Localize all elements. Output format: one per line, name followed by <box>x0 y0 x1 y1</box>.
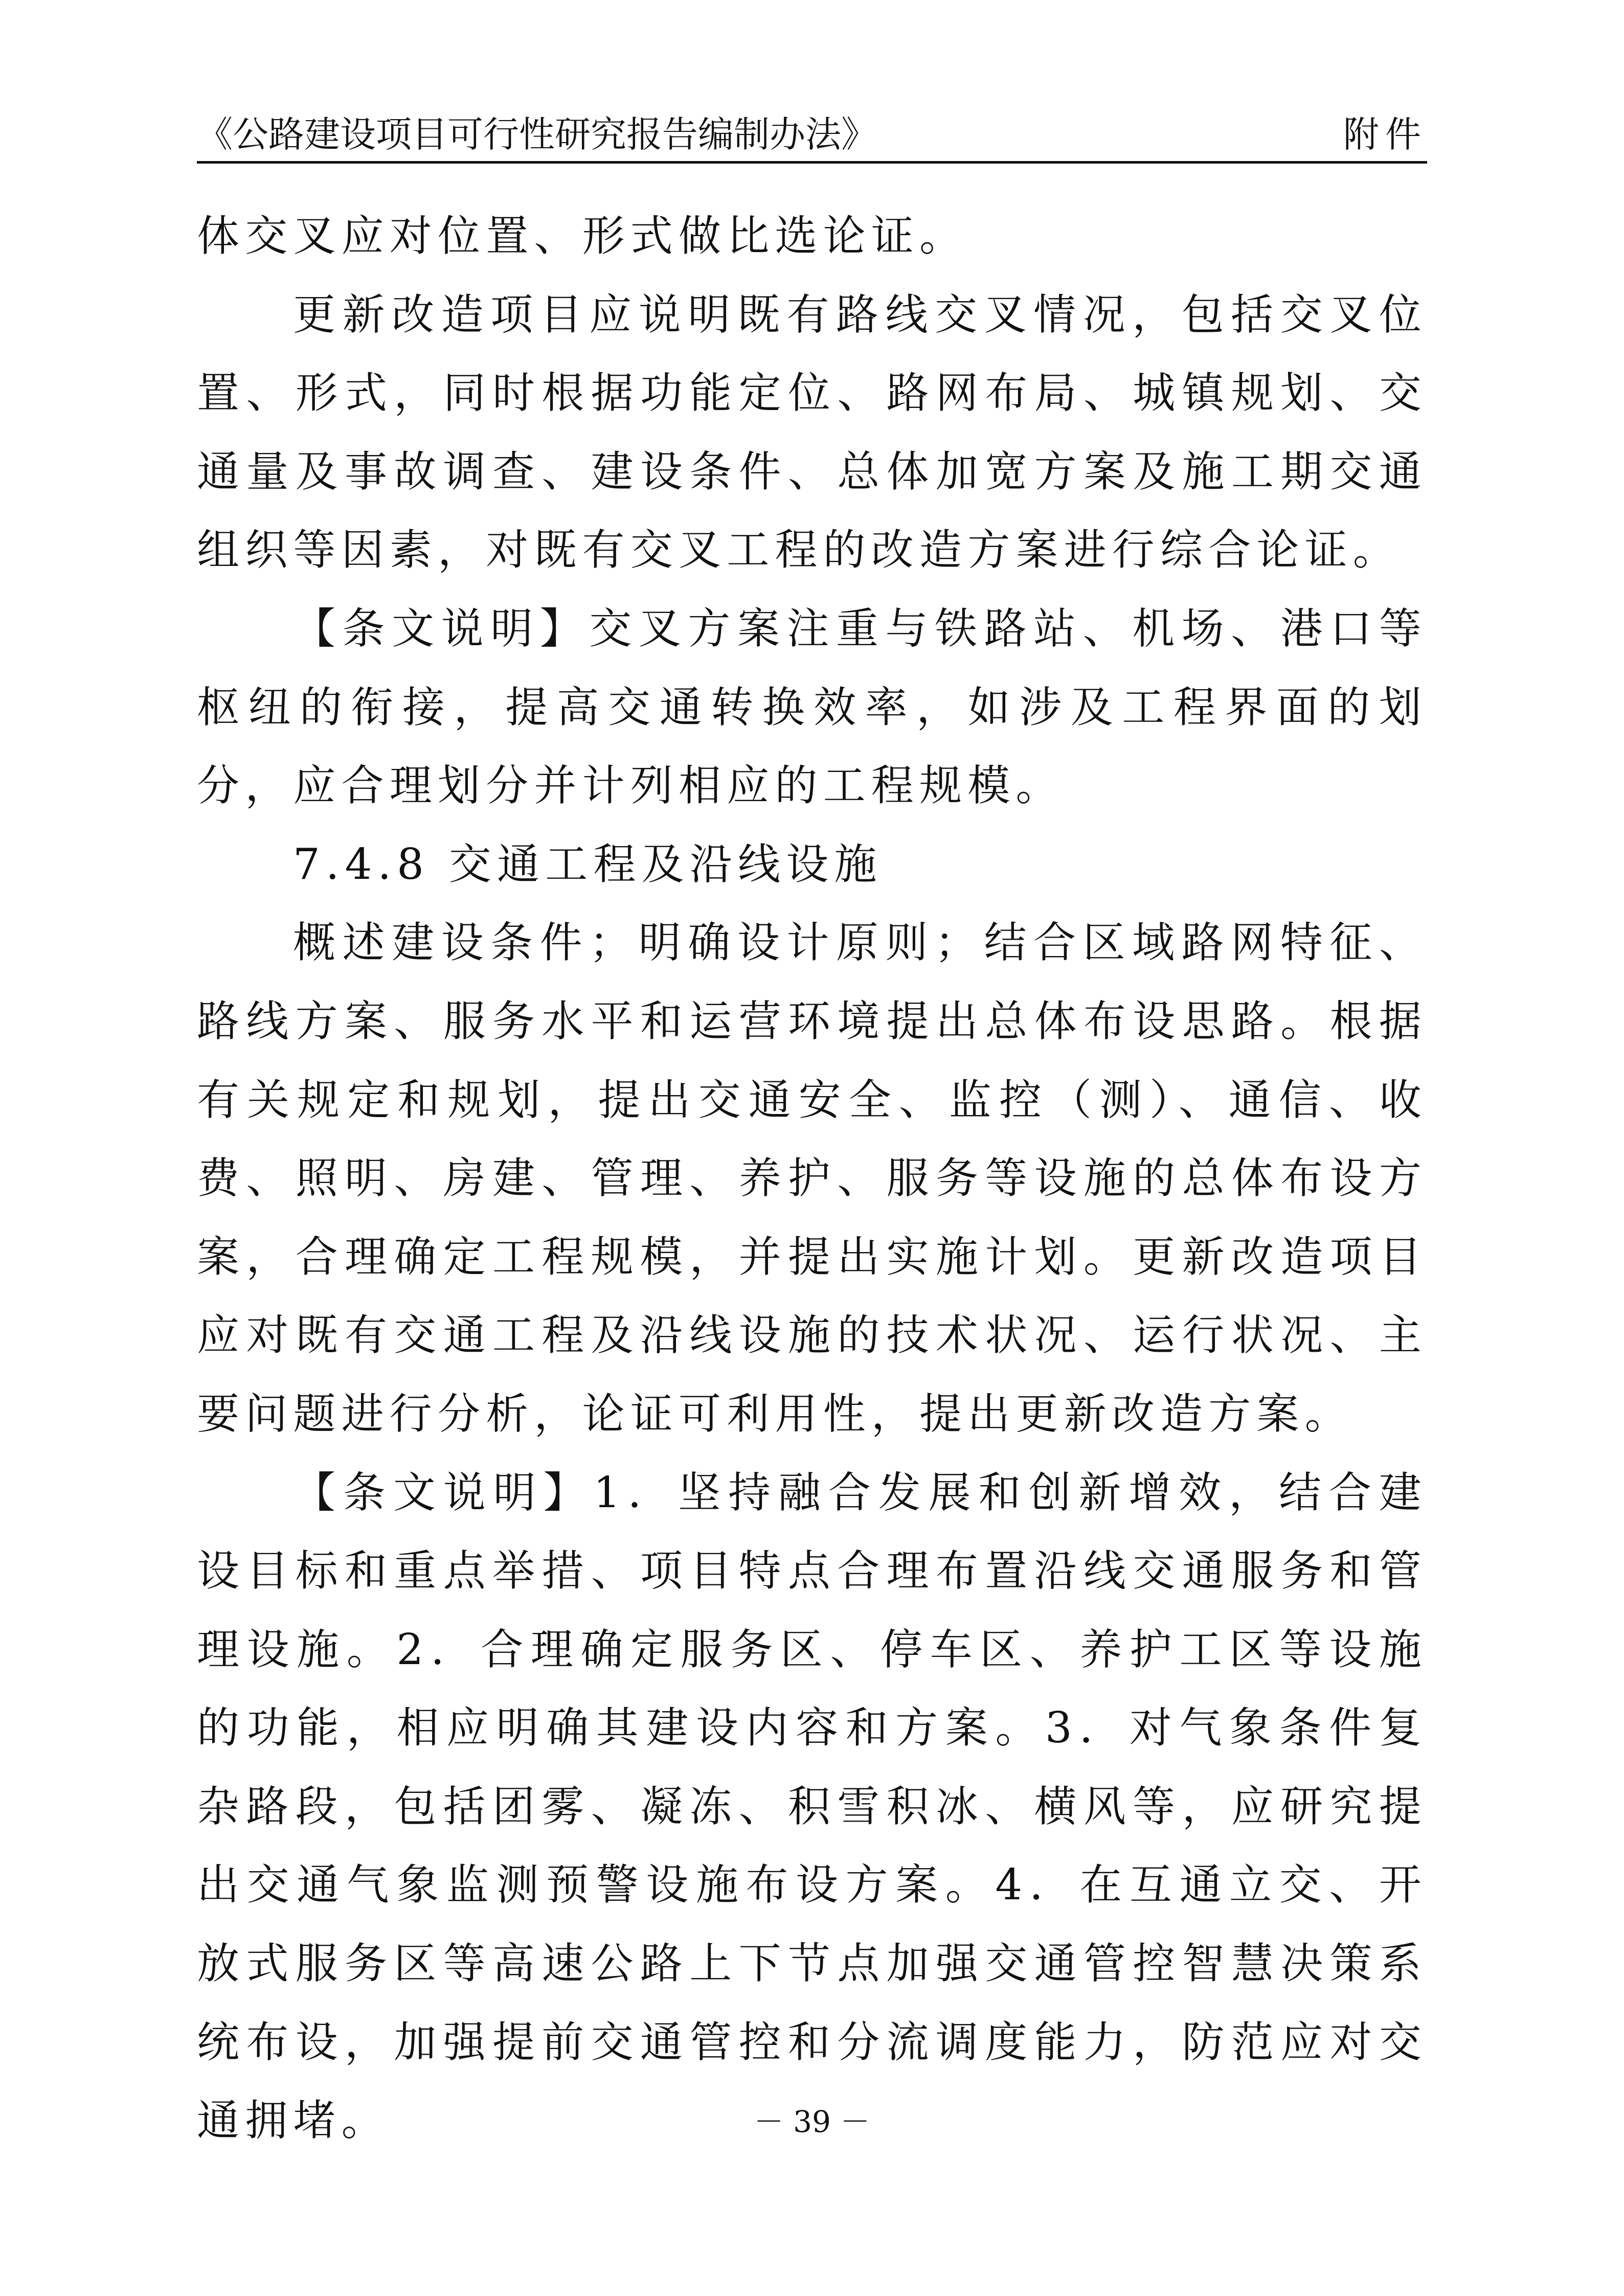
paragraph-renovation-intersection: 更新改造项目应说明既有路线交叉情况，包括交叉位置、形式，同时根据功能定位、路网布局、城镇规划、交通量及事故调查、建设条件、总体加宽方案及施工期交通组织等因素，对既有交叉工程的改造方案进行综合论证。 <box>197 289 1427 575</box>
attachment-label: 附件 <box>1343 113 1427 155</box>
paragraph-traffic-engineering: 概述建设条件；明确设计原则；结合区域路网特征、路线方案、服务水平和运营环境提出总体布设思路。根据有关规定和规划，提出交通安全、监控（测）、通信、收费、照明、房建、管理、养护、服务等设施的总体布设方案，合理确定工程规模，并提出实施计划。更新改造项目应对既有交通工程及沿线设施的技术状况、运行状况、主要问题进行分析，论证可利用性，提出更新改造方案。 <box>197 918 1427 1439</box>
page-body <box>197 197 1427 2160</box>
section-heading-7-4-8: 7.4.8 交通工程及沿线设施 <box>293 839 883 889</box>
paragraph-clause-note-intersection: 【条文说明】交叉方案注重与铁路站、机场、港口等枢纽的衔接，提高交通转换效率，如涉及工程界面的划分，应合理划分并计列相应的工程规模。 <box>197 603 1427 811</box>
page-header <box>197 110 1427 164</box>
paragraph-continuation: 体交叉应对位置、形式做比选论证。 <box>197 211 968 261</box>
paragraph-clause-note-traffic-engineering: 【条文说明】1．坚持融合发展和创新增效，结合建设目标和重点举措、项目特点合理布置沿线交通服务和管理设施。2．合理确定服务区、停车区、养护工区等设施的功能，相应明确其建设内容和方案。3．对气象条件复杂路段，包括团雾、凝冻、积雪积冰、横风等，应研究提出交通气象监测预警设施布设方案。4．在互通立交、开放式服务区等高速公路上下节点加强交通管控智慧决策系统布设，加强提前交通管控和分流调度能力，防范应对交通拥堵。 <box>197 1467 1427 2146</box>
page-number: － 39 － <box>754 2104 870 2139</box>
document-title: 《公路建设项目可行性研究报告编制办法》 <box>197 113 877 155</box>
